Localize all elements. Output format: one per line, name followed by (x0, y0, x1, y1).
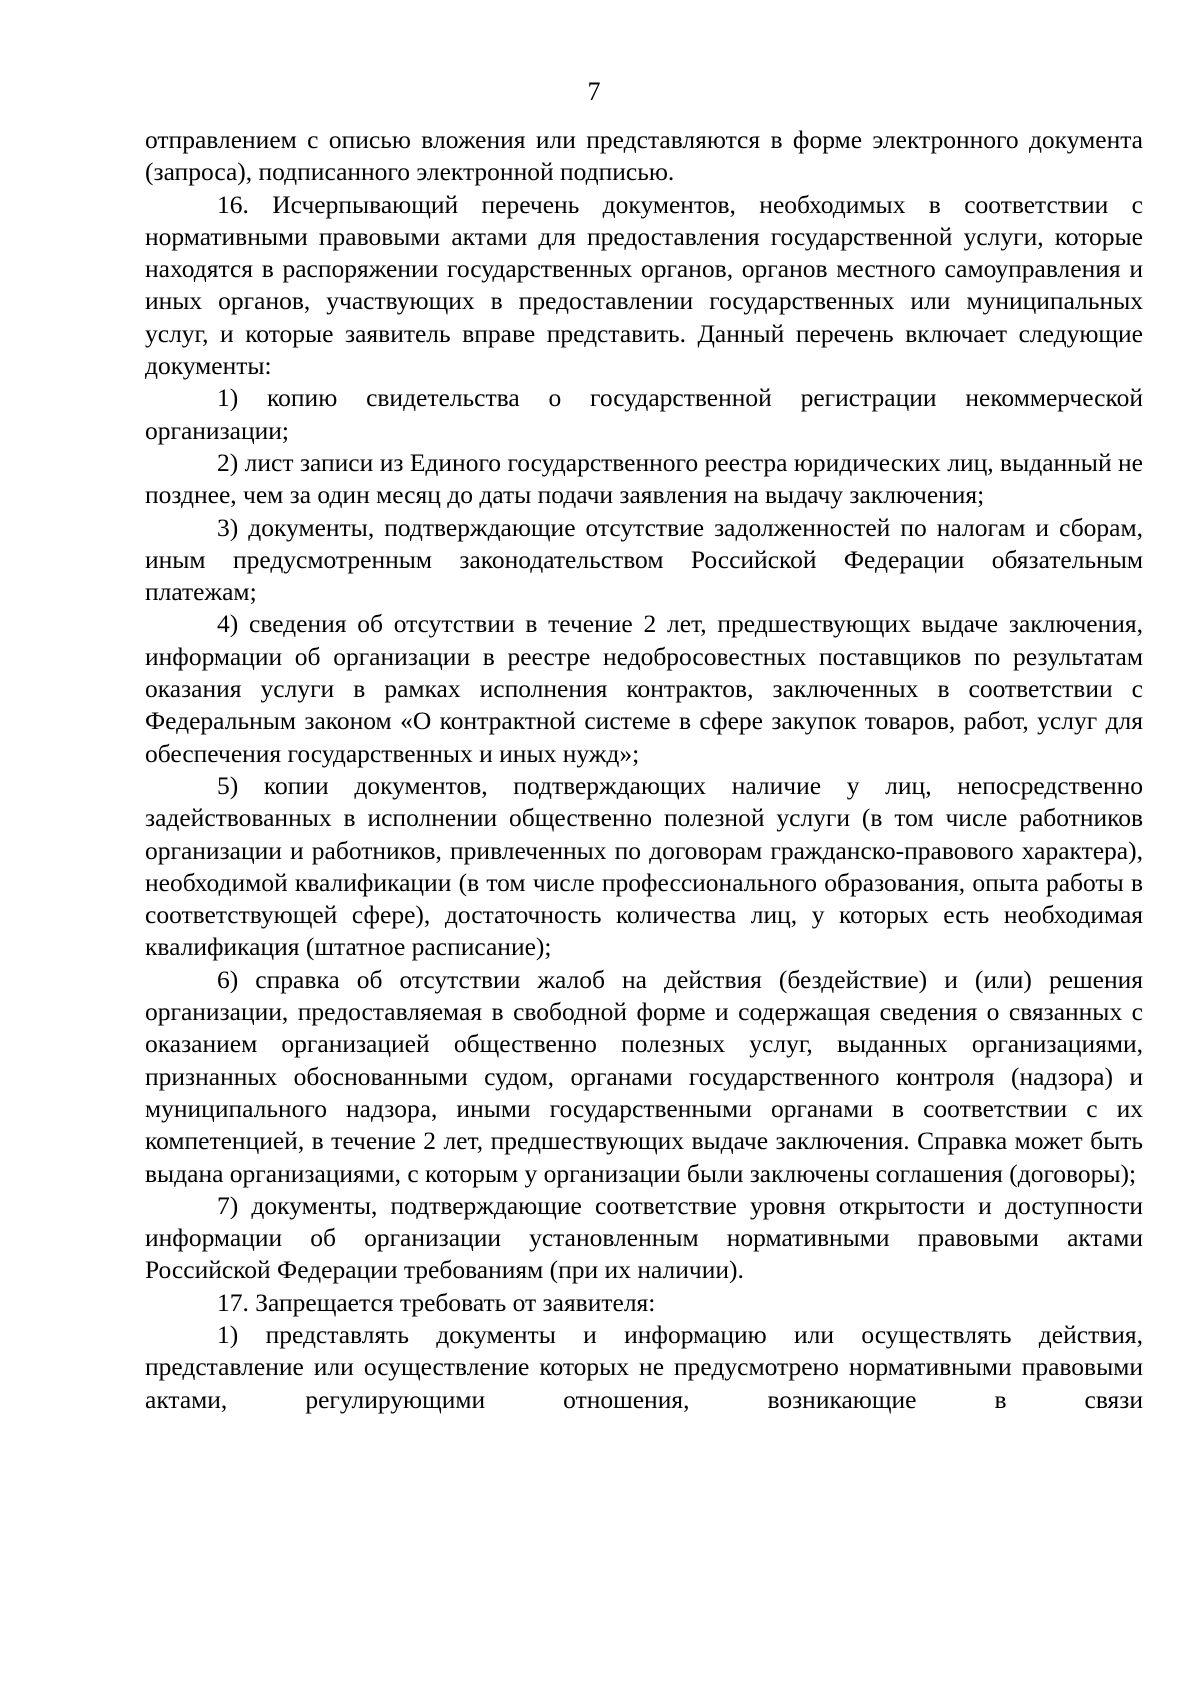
paragraph-subitem-16-4: 4) сведения об отсутствии в течение 2 лет, предшествующих выдаче заключения, информации об организации в реестре недобросовестных поставщиков по результатам оказания услуги в рамках исполнения контрактов, заключенных в соответствии с Федеральным законом «О контрактной системе в сфере закупок товаров, работ, услуг для обеспечения государственных и иных нужд»; (145, 609, 1143, 768)
document-body (145, 124, 1143, 1416)
paragraph-subitem-16-1: 1) копию свидетельства о государственной регистрации некоммерческой организации; (145, 383, 1143, 445)
paragraph-subitem-16-6: 6) справка об отсутствии жалоб на действия (бездействие) и (или) решения организации, предоставляемая в свободной форме и содержащая сведения о связанных с оказанием организацией общественно полезных услуг, выданных организациями, признанных обоснованными судом, органами государственного контроля (надзора) и муниципального надзора, иными государственными органами в соответствии с их компетенцией, в течение 2 лет, предшествующих выдаче заключения. Справка может быть выдана организациями, с которым у организации были заключены соглашения (договоры); (145, 964, 1143, 1188)
paragraph-item-16: 16. Исчерпывающий перечень документов, необходимых в соответствии с нормативными правовыми актами для предоставления государственной услуги, которые находятся в распоряжении государственных органов, органов местного самоуправления и иных органов, участвующих в предоставлении государственных или муниципальных услуг, и которые заявитель вправе представить. Данный перечень включает следующие документы: (145, 189, 1143, 381)
paragraph-subitem-16-5: 5) копии документов, подтверждающих наличие у лиц, непосредственно задействованных в исполнении общественно полезной услуги (в том числе работников организации и работников, привлеченных по договорам гражданско-правового характера), необходимой квалификации (в том числе профессионального образования, опыта работы в соответствующей сфере), достаточность количества лиц, у которых есть необходимая квалификация (штатное расписание); (145, 770, 1143, 962)
page-number: 7 (587, 77, 601, 106)
paragraph-continuation: отправлением с описью вложения или представляются в форме электронного документа (запроса), подписанного электронной подписью. (145, 125, 1143, 187)
paragraph-subitem-16-3: 3) документы, подтверждающие отсутствие задолженностей по налогам и сборам, иным предусмотренным законодательством Российской Федерации обязательным платежам; (145, 512, 1143, 607)
paragraph-item-17: 17. Запрещается требовать от заявителя: (217, 1287, 656, 1317)
paragraph-subitem-16-7: 7) документы, подтверждающие соответствие уровня открытости и доступности информации об организации установленным нормативными правовыми актами Российской Федерации требованиям (при их наличии). (145, 1190, 1143, 1285)
paragraph-subitem-17-1: 1) представлять документы и информацию или осуществлять действия, представление или осуществление которых не предусмотрено нормативными правовыми актами, регулирующими отношения, возникающие в связи (145, 1319, 1143, 1414)
paragraph-subitem-16-2: 2) лист записи из Единого государственного реестра юридических лиц, выданный не позднее, чем за один месяц до даты подачи заявления на выдачу заключения; (145, 447, 1143, 510)
